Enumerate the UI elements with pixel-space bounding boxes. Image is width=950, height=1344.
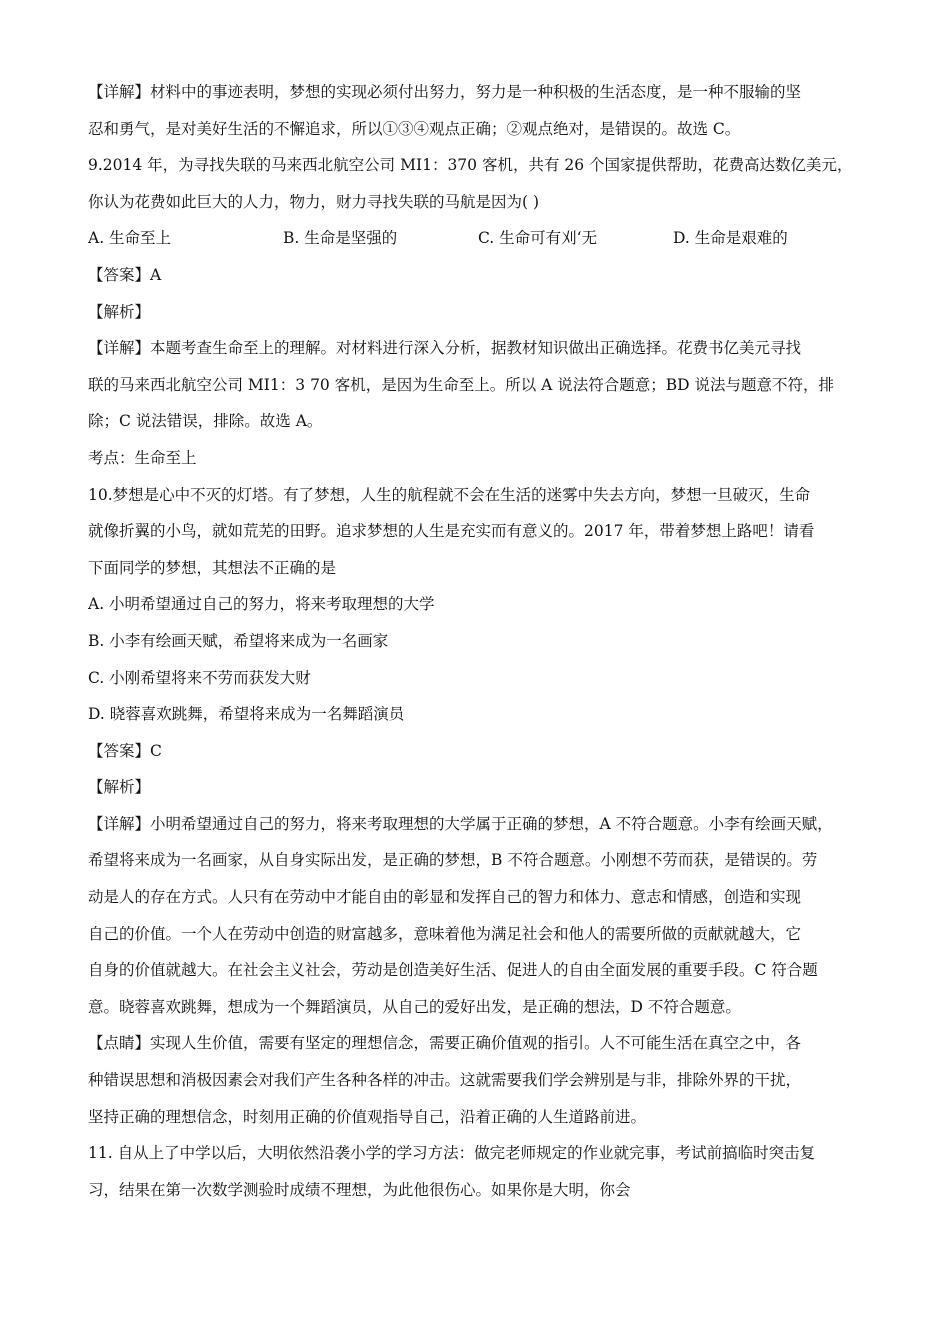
q9-detail-line: 联的马来西北航空公司 MI1：3 70 客机，是因为生命至上。所以 A 说法符合题意；BD 说法与题意不符，排 <box>88 375 835 394</box>
q9-option-a: A. 生命至上 <box>88 229 172 248</box>
q10-option-c: C. 小刚希望将来不劳而获发大财 <box>88 668 311 687</box>
q9-options <box>88 220 868 257</box>
q9-detail-line: 【详解】本题考查生命至上的理解。对材料进行深入分析，据教材知识做出正确选择。花费书亿美元寻找 <box>88 339 802 358</box>
q10-option-a: A. 小明希望通过自己的努力，将来考取理想的大学 <box>88 595 435 614</box>
q10-option-b: B. 小李有绘画天赋，希望将来成为一名画家 <box>88 631 389 650</box>
q9-answer: 【答案】A <box>88 265 162 284</box>
q9-option-c: C. 生命可有刈‘无 <box>478 229 598 248</box>
q10-dianjing-line: 坚持正确的理想信念，时刻用正确的价值观指导自己，沿着正确的人生道路前进。 <box>88 1107 647 1126</box>
document-page <box>88 74 868 1208</box>
q10-detail-line: 自身的价值就越大。在社会主义社会，劳动是创造美好生活、促进人的自由全面发展的重要手段。C 符合题 <box>88 961 818 980</box>
q10-analysis-label: 【解析】 <box>88 778 151 797</box>
q9-stem-line: 你认为花费如此巨大的人力，物力，财力寻找失联的马航是因为( ) <box>88 192 540 211</box>
q9-detail-line: 除；C 说法错误，排除。故选 A。 <box>88 412 323 431</box>
q8-detail-line: 【详解】材料中的事迹表明，梦想的实现必须付出努力，努力是一种积极的生活态度，是一种不服输的坚 <box>88 83 802 101</box>
q10-answer: 【答案】C <box>88 741 162 760</box>
q9-analysis-label: 【解析】 <box>88 302 151 321</box>
q11-stem-line: 11. 自从上了中学以后，大明依然沿袭小学的学习方法：做完老师规定的作业就完事，考试前搞临时突击复 <box>88 1144 816 1163</box>
q10-dianjing-line: 种错误思想和消极因素会对我们产生各种各样的冲击。这就需要我们学会辨别是与非，排除外界的干扰， <box>88 1071 802 1090</box>
q10-option-d: D. 晓蓉喜欢跳舞，希望将来成为一名舞蹈演员 <box>88 705 405 724</box>
q10-detail-line: 希望将来成为一名画家，从自身实际出发，是正确的梦想，B 不符合题意。小刚想不劳而获，是错误的。劳 <box>88 851 818 870</box>
q10-detail-line: 【详解】小明希望通过自己的努力，将来考取理想的大学属于正确的梦想，A 不符合题意。小李有绘画天赋， <box>88 814 833 833</box>
q10-stem-line: 下面同学的梦想，其想法不正确的是 <box>88 558 337 577</box>
q10-detail-line: 意。晓蓉喜欢跳舞，想成为一个舞蹈演员，从自己的爱好出发，是正确的想法，D 不符合题意。 <box>88 997 741 1016</box>
q10-stem-line: 10.梦想是心中不灭的灯塔。有了梦想，人生的航程就不会在生活的迷雾中失去方向，梦想一旦破灭，生命 <box>88 485 811 504</box>
q9-kaodian: 考点：生命至上 <box>88 448 197 467</box>
q10-dianjing-line: 【点睛】实现人生价值，需要有坚定的理想信念，需要正确价值观的指引。人不可能生活在真空之中，各 <box>88 1034 802 1053</box>
q9-option-b: B. 生命是坚强的 <box>283 229 398 248</box>
q9-option-d: D. 生命是艰难的 <box>673 229 788 248</box>
q10-stem-line: 就像折翼的小鸟，就如荒芜的田野。追求梦想的人生是充实而有意义的。2017 年，带着梦想上路吧！请看 <box>88 522 815 541</box>
q11-stem-line: 习，结果在第一次数学测验时成绩不理想，为此他很伤心。如果你是大明，你会 <box>88 1180 631 1199</box>
q8-detail-line: 忍和勇气，是对美好生活的不懈追求，所以①③④观点正确；②观点绝对，是错误的。故选 C。 <box>88 119 741 138</box>
q9-stem-line: 9.2014 年，为寻找失联的马来西北航空公司 MI1：370 客机，共有 26 个国家提供帮助，花费高达数亿美元， <box>88 156 853 175</box>
q10-detail-line: 动是人的存在方式。人只有在劳动中才能自由的彰显和发挥自己的智力和体力、意志和情感，创造和实现 <box>88 888 802 907</box>
q10-detail-line: 自己的价值。一个人在劳动中创造的财富越多，意味着他为满足社会和他人的需要所做的贡献就越大，它 <box>88 924 802 943</box>
